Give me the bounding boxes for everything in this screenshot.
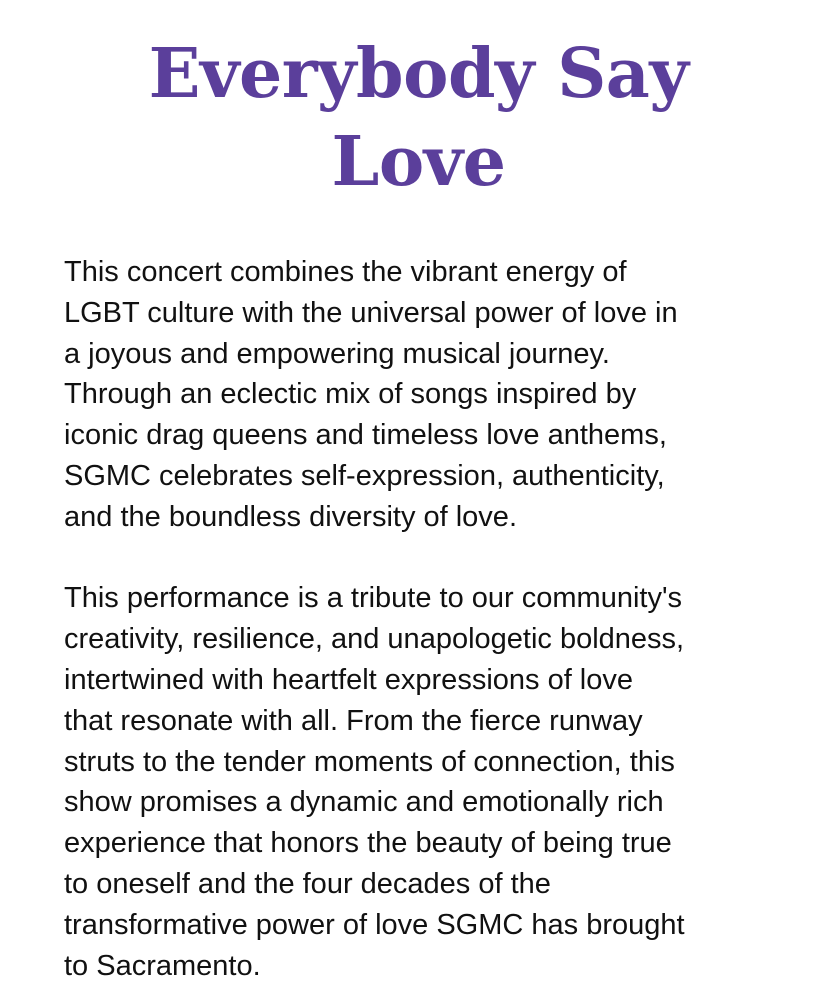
description-paragraph-1: This concert combines the vibrant energy of LGBT culture with the universal power of love in a joyous and empowering musical journey. Through an eclectic mix of songs inspired by iconic drag queens and timeless love anthems, SGMC celebrates self-expression, authenticity, and the boundless diversity of love.	[64, 256, 678, 533]
page-title	[60, 30, 777, 206]
page-title-line-2: Love	[331, 122, 506, 202]
description-paragraph-2: This performance is a tribute to our community's creativity, resilience, and unapologetic boldness, intertwined with heartfelt expressions of love that resonate with all. From the fierce runway struts to the tender moments of connection, this show promises a dynamic and emotionally rich experience that honors the beauty of being true to oneself and the four decades of the transformative power of love SGMC has brought to Sacramento.	[64, 582, 685, 982]
concert-description	[64, 252, 784, 986]
page-title-line-1: Everybody Say	[148, 34, 689, 114]
